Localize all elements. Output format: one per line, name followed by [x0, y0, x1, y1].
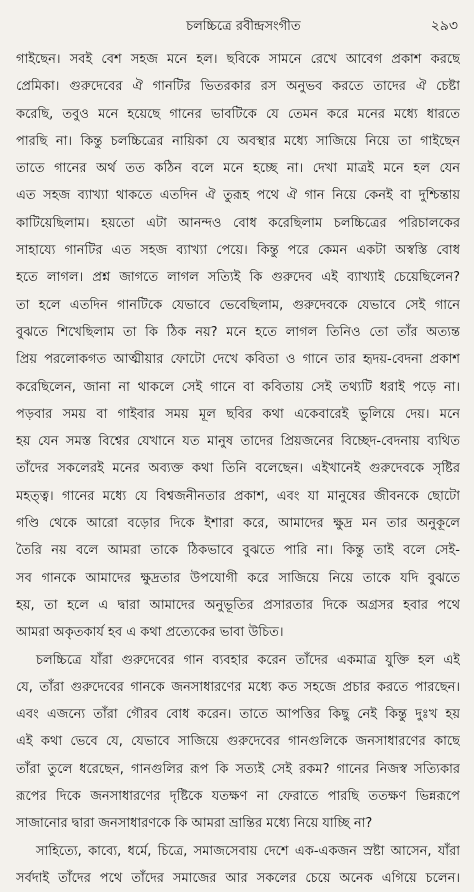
text-line: করেছিলেন, জানা না থাকলে সেই গানে বা কবিতায় সেই তথ্যটি ধরাই পড়ে না। — [16, 379, 460, 395]
text-line: এবং এজন্যে তাঁরা গৌরব বোধ করেন। তাতে আপত্তির কিছু নেই কিন্তু দুঃখ হয় — [16, 707, 460, 723]
text-line: পারছি না। কিন্তু চলচ্চিত্রের নায়িকা যে অবস্থার মধ্যে সাজিয়ে নিয়ে তা গাইছেন — [16, 133, 460, 149]
text-line: তা হলে এতদিন গানটিকে যেভাবে ভেবেছিলাম, গুরুদেবকে যেভাবে সেই গানে — [16, 297, 460, 313]
text-line: এত সহজ ব্যাখ্যা থাকতে এতদিন ঐ তুরূহ পথে ঐ গান নিয়ে কেনই বা দুশ্চিন্তায় — [16, 188, 460, 204]
text-line: রূপের দিকে জনসাধারণের দৃষ্টিকে যতক্ষণ না ফেরাতে পারছি ততক্ষণ ভিন্নরূপে — [16, 789, 460, 805]
text-line: তাতে গানের অর্থ তত কঠিন বলে মনে হচ্ছে না। দেখা মাত্রই মনে হল যেন — [16, 161, 460, 177]
text-line: সাজানোর দ্বারা জনসাধারণকে কি আমরা ভ্রান্তির মধ্যে নিয়ে যাচ্ছি না? — [16, 816, 373, 832]
text-line: আমরা অকৃতকার্য হব এ কথা প্রত্যেকের ভাবা উচিত। — [16, 625, 284, 641]
text-line: এই কথা ভেবে যে, যেভাবে সাজিয়ে গুরুদেবের গানগুলিকে জনসাধারণের কাছে — [16, 734, 460, 750]
text-line: প্রেমিকা। গুরুদেবের ঐ গানটির ভিতরকার রস অনুভব করতে তাদের ঐ চেষ্টা — [16, 79, 460, 95]
text-line: পড়বার সময় বা গাইবার সময় মূল ছবির কথা একেবারেই ভুলিয়ে দেয়। মনে — [16, 406, 460, 422]
text-line: করেছি, তবুও মনে হয়েছে গানের ভাবটিকে যে তেমন করে মনের মধ্যে ধারতে — [16, 106, 460, 122]
text-line: বুঝতে শিখেছিলাম তা কি ঠিক নয়? মনে হতে লাগল তিনিও তো তাঁর অত্যন্ত — [16, 324, 460, 340]
text-line: হতে লাগল। প্রশ্ন জাগতে লাগল সত্যিই কি গুরুদেব এই ব্যাখ্যাই চেয়েছিলেন? — [16, 270, 460, 286]
text-line: প্রিয় পরলোকগত আত্মীয়ার ফোটো দেখে কবিতা ও গানে তার হৃদয়-বেদনা প্রকাশ — [16, 352, 460, 368]
text-line: গণ্ডি থেকে আরো বড়োর দিকে ইশারা করে, আমাদের ক্ষুদ্র মন তার অনুকূলে — [16, 516, 460, 532]
text-line: হয় যেন সমস্ত বিশ্বের যেখানে যত মানুষ তাদের প্রিয়জনের বিচ্ছেদ-বেদনায় ব্যথিত — [16, 434, 460, 450]
text-line: তাঁদের সকলেরই মনের অব্যক্ত কথা তিনি বলেছেন। এইখানেই গুরুদেবকে সৃষ্টির — [16, 461, 460, 477]
text-line: তৈরি নয় বলে আমরা তাকে ঠিকভাবে বুঝতে পারি না। কিন্তু তাই বলে সেই- — [16, 543, 460, 559]
text-line: সাহায্যে গানটির এত সহজ ব্যাখ্যা পেয়ে। কিন্তু পরে কেমন একটা অস্বস্তি বোধ — [16, 243, 460, 259]
text-line: সর্বদাই তাঁদের পথে তাঁদের সমাজের আর সকলের চেয়ে অনেক এগিয়ে চলেন। — [16, 870, 460, 886]
paragraph-start-line: সাহিত্যে, কাব্যে, ধর্মে, চিত্রে, সমাজসেবায় দেশে এক-একজন স্রষ্টা আসেন, যাঁরা — [36, 843, 460, 859]
text-line: হয়, তা হলে এ দ্বারা আমাদের অনুভূতির প্রসারতার দিকে অগ্রসর হবার পথে — [16, 597, 460, 613]
body-text — [16, 46, 460, 892]
page-number: ২৯৩ — [430, 18, 458, 34]
paragraph-start-line: চলচ্চিত্রে যাঁরা গুরুদেবের গান ব্যবহার করেন তাঁদের একমাত্র যুক্তি হল এই — [36, 652, 460, 668]
text-line: যে, তাঁরা গুরুদেবের গানকে জনসাধারণের মধ্যে কত সহজে প্রচার করতে পারছেন। — [16, 679, 460, 695]
text-line: সব গানকে আমাদের ক্ষুদ্রতার উপযোগী করে সাজিয়ে নিয়ে তাকে যদি বুঝতে — [16, 570, 460, 586]
text-line: কাটিয়েছিলাম। হয়তো এটা আনন্দও বোধ করেছিলাম চলচ্চিত্রের পরিচালকের — [16, 215, 460, 231]
text-line: গাইছেন। সবই বেশ সহজ মনে হল। ছবিকে সামনে রেখে আবেগ প্রকাশ করছে — [16, 52, 460, 67]
text-line: মহত্ত্ব। গানের মধ্যে যে বিশ্বজনীনতার প্রকাশ, এবং যা মানুষের জীবনকে ছোটো — [16, 488, 460, 504]
running-header — [16, 14, 460, 38]
running-title: চলচ্চিত্রে রবীন্দ্রসংগীত — [186, 19, 301, 34]
text-line: তাঁরা তুলে ধরেছেন, গানগুলির রূপ কি সত্যই সেই রকম? গানের নিজস্ব সত্যিকার — [16, 761, 460, 777]
